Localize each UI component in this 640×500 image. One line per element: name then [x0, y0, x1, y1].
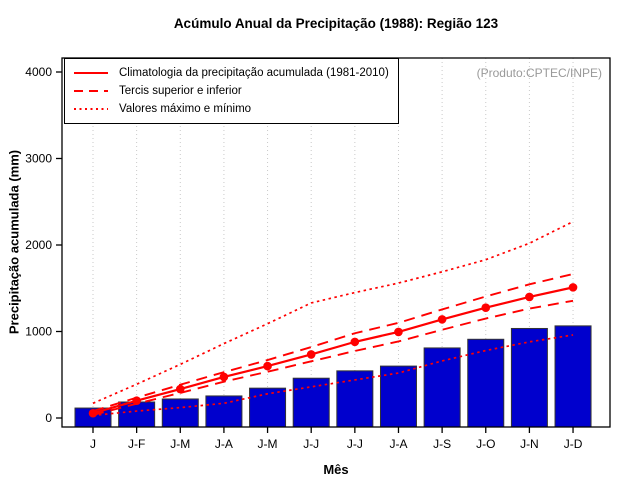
climatology-point: [569, 283, 578, 292]
x-tick-label: J-N: [520, 437, 539, 451]
x-tick-label: J: [90, 437, 96, 451]
y-tick-label: 3000: [25, 151, 52, 166]
chart-title: Acúmulo Anual da Precipitação (1988): Região 123: [173, 16, 499, 31]
y-tick-label: 4000: [25, 65, 52, 79]
climatology-point: [394, 328, 403, 337]
x-tick-label: J-J: [346, 437, 363, 451]
legend-item-climatology: [74, 64, 389, 82]
climatology-point: [351, 338, 360, 347]
climatology-point: [438, 315, 447, 324]
legend-item-maxmin: [74, 100, 389, 118]
y-tick-label: 0: [45, 411, 52, 425]
legend-label: Tercis superior e inferior: [119, 85, 242, 97]
precip-bar-J-N: [511, 328, 547, 427]
producer-watermark: (Produto:CPTEC/INPE): [476, 66, 602, 80]
x-axis-label: Mês: [323, 462, 349, 477]
x-tick-label: J-F: [127, 437, 146, 451]
y-axis-label: Precipitação acumulada (mm): [6, 149, 22, 335]
precip-bar-J-D: [555, 326, 591, 427]
x-tick-label: J-M: [170, 437, 191, 451]
climatology-point: [481, 303, 490, 312]
x-tick-label: J-D: [563, 437, 583, 451]
precip-bar-J-F: [119, 402, 155, 427]
x-tick-label: J-M: [257, 437, 278, 451]
y-tick-label: 2000: [25, 238, 52, 252]
chart-legend: [64, 58, 399, 124]
y-tick-label: 1000: [25, 324, 52, 339]
dashed-line-icon: [74, 88, 108, 94]
precip-bar-J-O: [468, 339, 504, 427]
climatology-point: [307, 350, 316, 359]
x-tick-label: J-J: [303, 437, 320, 451]
legend-label: Climatologia da precipitação acumulada (1981-2010): [119, 67, 389, 79]
dotted-line-icon: [74, 106, 108, 112]
climatology-point: [525, 293, 534, 302]
x-tick-label: J-A: [389, 437, 408, 451]
legend-label: Valores máximo e mínimo: [119, 103, 252, 115]
precip-bar-J-M: [162, 399, 198, 427]
precip-bar-J-J: [293, 378, 329, 427]
x-tick-label: J-A: [214, 437, 233, 451]
climatology-point: [263, 362, 272, 371]
solid-line-icon: [74, 70, 108, 76]
x-tick-label: J-O: [476, 437, 496, 451]
legend-item-terciles: [74, 82, 389, 100]
x-tick-label: J-S: [433, 437, 452, 451]
precip-bar-J-S: [424, 348, 460, 427]
